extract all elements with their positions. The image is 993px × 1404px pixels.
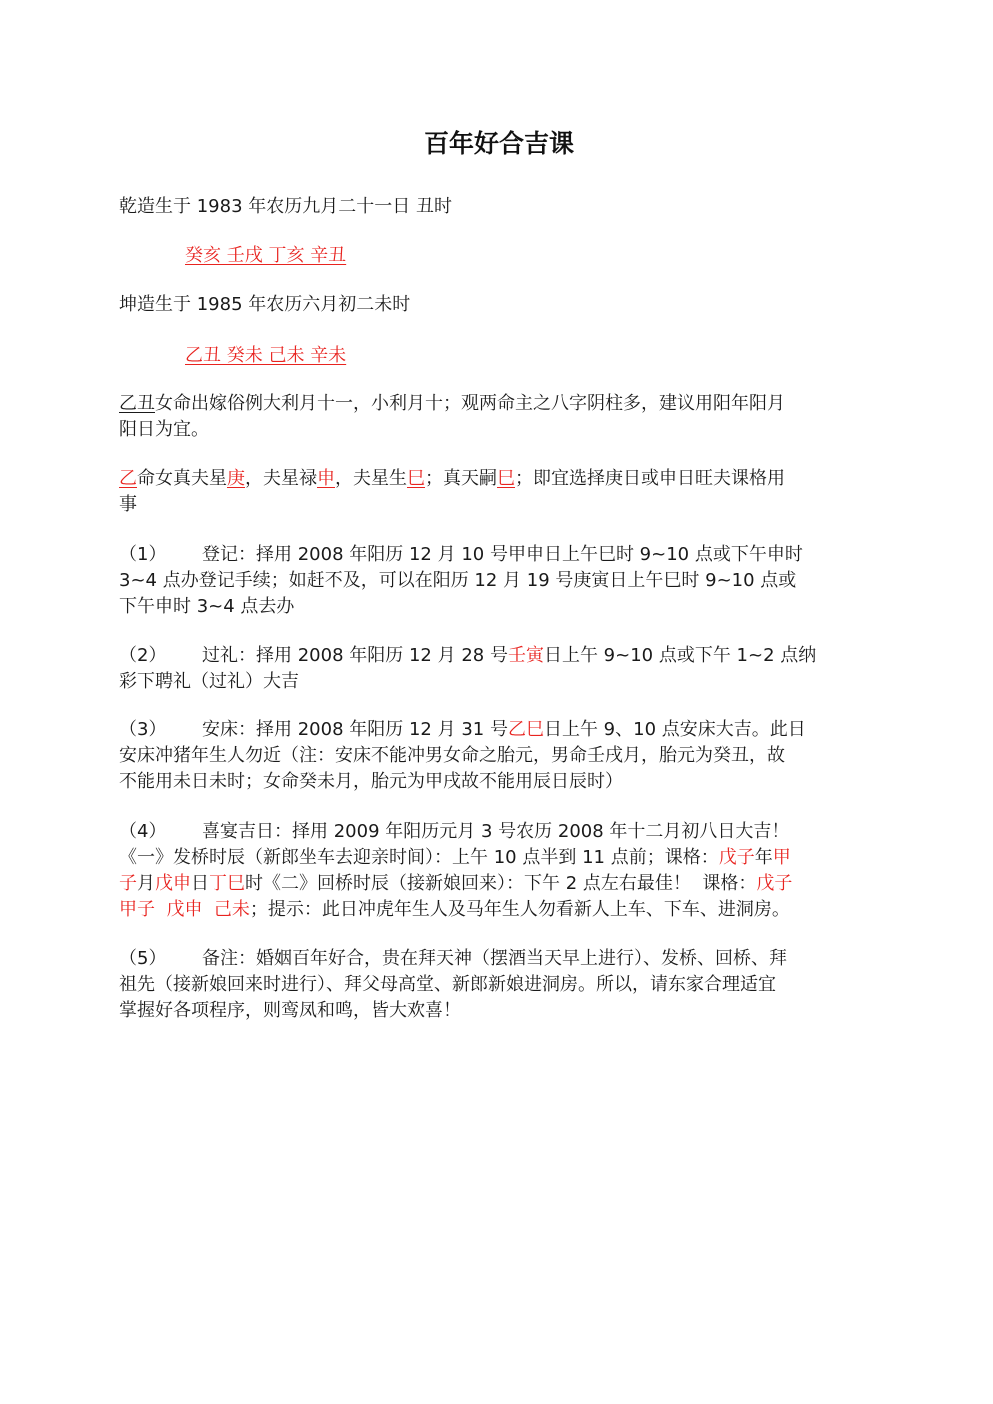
item-text: 备注：婚姻百年好合，贵在拜天神（摆酒当天早上进行）、发桥、回桥、拜 xyxy=(202,948,787,969)
female-pillars: 乙丑 癸未 己未 辛未 xyxy=(185,345,347,366)
hour-pillar: 丁巳 xyxy=(209,873,245,894)
text-seg: ，夫星生 xyxy=(335,468,407,489)
item4-line-1 xyxy=(119,819,871,845)
year-pillar: 戊子 xyxy=(718,847,755,868)
item-text: 时《二》回桥时辰（接新娘回来）：下午 2 点左右最佳！ 课格： xyxy=(245,873,757,894)
item-number: （5） xyxy=(119,948,167,969)
year-pillar: 戊子 xyxy=(756,873,793,894)
item4-line-2 xyxy=(119,845,871,871)
item4-line-4 xyxy=(119,897,871,923)
item-number: （3） xyxy=(119,719,167,740)
female-note-line-2: 阳日为宜。 xyxy=(119,419,209,440)
day-pillar: 戊申 xyxy=(155,873,191,894)
male-pillars: 癸亥 壬戌 丁亥 辛丑 xyxy=(185,245,347,266)
item-number: （1） xyxy=(119,544,167,565)
item3-line-2: 安床冲猪年生人勿近（注：安床不能冲男女命之胎元，男命壬戌月，胎元为癸丑，故 xyxy=(119,745,785,766)
day-pillar: 乙巳 xyxy=(507,719,544,740)
item2-line-2: 彩下聘礼（过礼）大吉 xyxy=(119,671,299,692)
item-text: 安床：择用 2008 年阳历 12 月 31 号 xyxy=(202,719,508,740)
husband-star-line-2: 事 xyxy=(119,494,137,515)
item5-line-2: 祖先（接新娘回来时进行）、拜父母高堂、新郎新娘进洞房。所以，请东家合理适宜 xyxy=(119,974,776,995)
month-pillar-part: 子 xyxy=(119,873,137,894)
husband-star-line-1 xyxy=(119,466,871,492)
item-text: 过礼：择用 2008 年阳历 12 月 28 号 xyxy=(202,645,508,666)
text-seg: ；真天嗣 xyxy=(425,468,497,489)
month-pillar-part: 甲 xyxy=(772,847,791,868)
item-text: 日上午 9、10 点安床大吉。此日 xyxy=(543,719,806,740)
item-text: ；提示：此日冲虎年生人及马年生人勿看新人上车、下车、进洞房。 xyxy=(249,899,790,920)
female-note-text: 女命出嫁俗例大利月十一，小利月十；观两命主之八字阴柱多，建议用阳年阳月 xyxy=(155,393,785,414)
item-number: （4） xyxy=(119,821,167,842)
item-text: 日 xyxy=(191,873,209,894)
day-pillar: 壬寅 xyxy=(507,645,544,666)
item1-line-3: 下午申时 3~4 点去办 xyxy=(119,596,295,617)
item3-line-3: 不能用未日未时；女命癸未月，胎元为甲戌故不能用辰日辰时） xyxy=(119,771,623,792)
document-title: 百年好合吉课 xyxy=(423,129,574,158)
item1-line-1 xyxy=(119,542,871,568)
husband-lu: 申 xyxy=(317,468,335,489)
item-text: 喜宴吉日：择用 2009 年阳历元月 3 号农历 2008 年十二月初八日大吉！ xyxy=(202,821,790,842)
heir-star: 巳 xyxy=(497,468,515,489)
item4-line-3 xyxy=(119,871,871,897)
text-seg: ，夫星禄 xyxy=(245,468,317,489)
husband-sheng: 巳 xyxy=(407,468,425,489)
item-text: 年 xyxy=(754,847,773,868)
pillars-group: 甲子 戊申 己未 xyxy=(119,899,250,920)
text-seg: ；即宜选择庚日或申日旺夫课格用 xyxy=(515,468,785,489)
item-text: 登记：择用 2008 年阳历 12 月 10 号甲申日上午巳时 9~10 点或下午申时 xyxy=(202,544,803,565)
item-text: 《一》发桥时辰（新郎坐车去迎亲时间）：上午 10 点半到 11 点前；课格： xyxy=(119,847,719,868)
item-number: （2） xyxy=(119,645,167,666)
female-birth-line: 坤造生于 1985 年农历六月初二未时 xyxy=(119,294,411,315)
item-text: 月 xyxy=(137,873,155,894)
item5-line-3: 掌握好各项程序，则鸾凤和鸣，皆大欢喜！ xyxy=(119,1000,461,1021)
item1-line-2: 3~4 点办登记手续；如赶不及，可以在阳历 12 月 19 号庚寅日上午巳时 9~10 点或 xyxy=(119,570,797,591)
husband-star: 庚 xyxy=(227,468,245,489)
male-birth-line: 乾造生于 1983 年农历九月二十一日 丑时 xyxy=(119,196,452,217)
female-pillar-ref: 乙丑 xyxy=(119,393,155,414)
text-seg: 命女真夫星 xyxy=(137,468,227,489)
item2-line-1 xyxy=(119,643,871,669)
item3-line-1 xyxy=(119,717,871,743)
day-stem: 乙 xyxy=(119,468,137,489)
female-note-line-1 xyxy=(119,391,871,417)
item5-line-1 xyxy=(119,946,871,972)
item-text: 日上午 9~10 点或下午 1~2 点纳 xyxy=(543,645,817,666)
